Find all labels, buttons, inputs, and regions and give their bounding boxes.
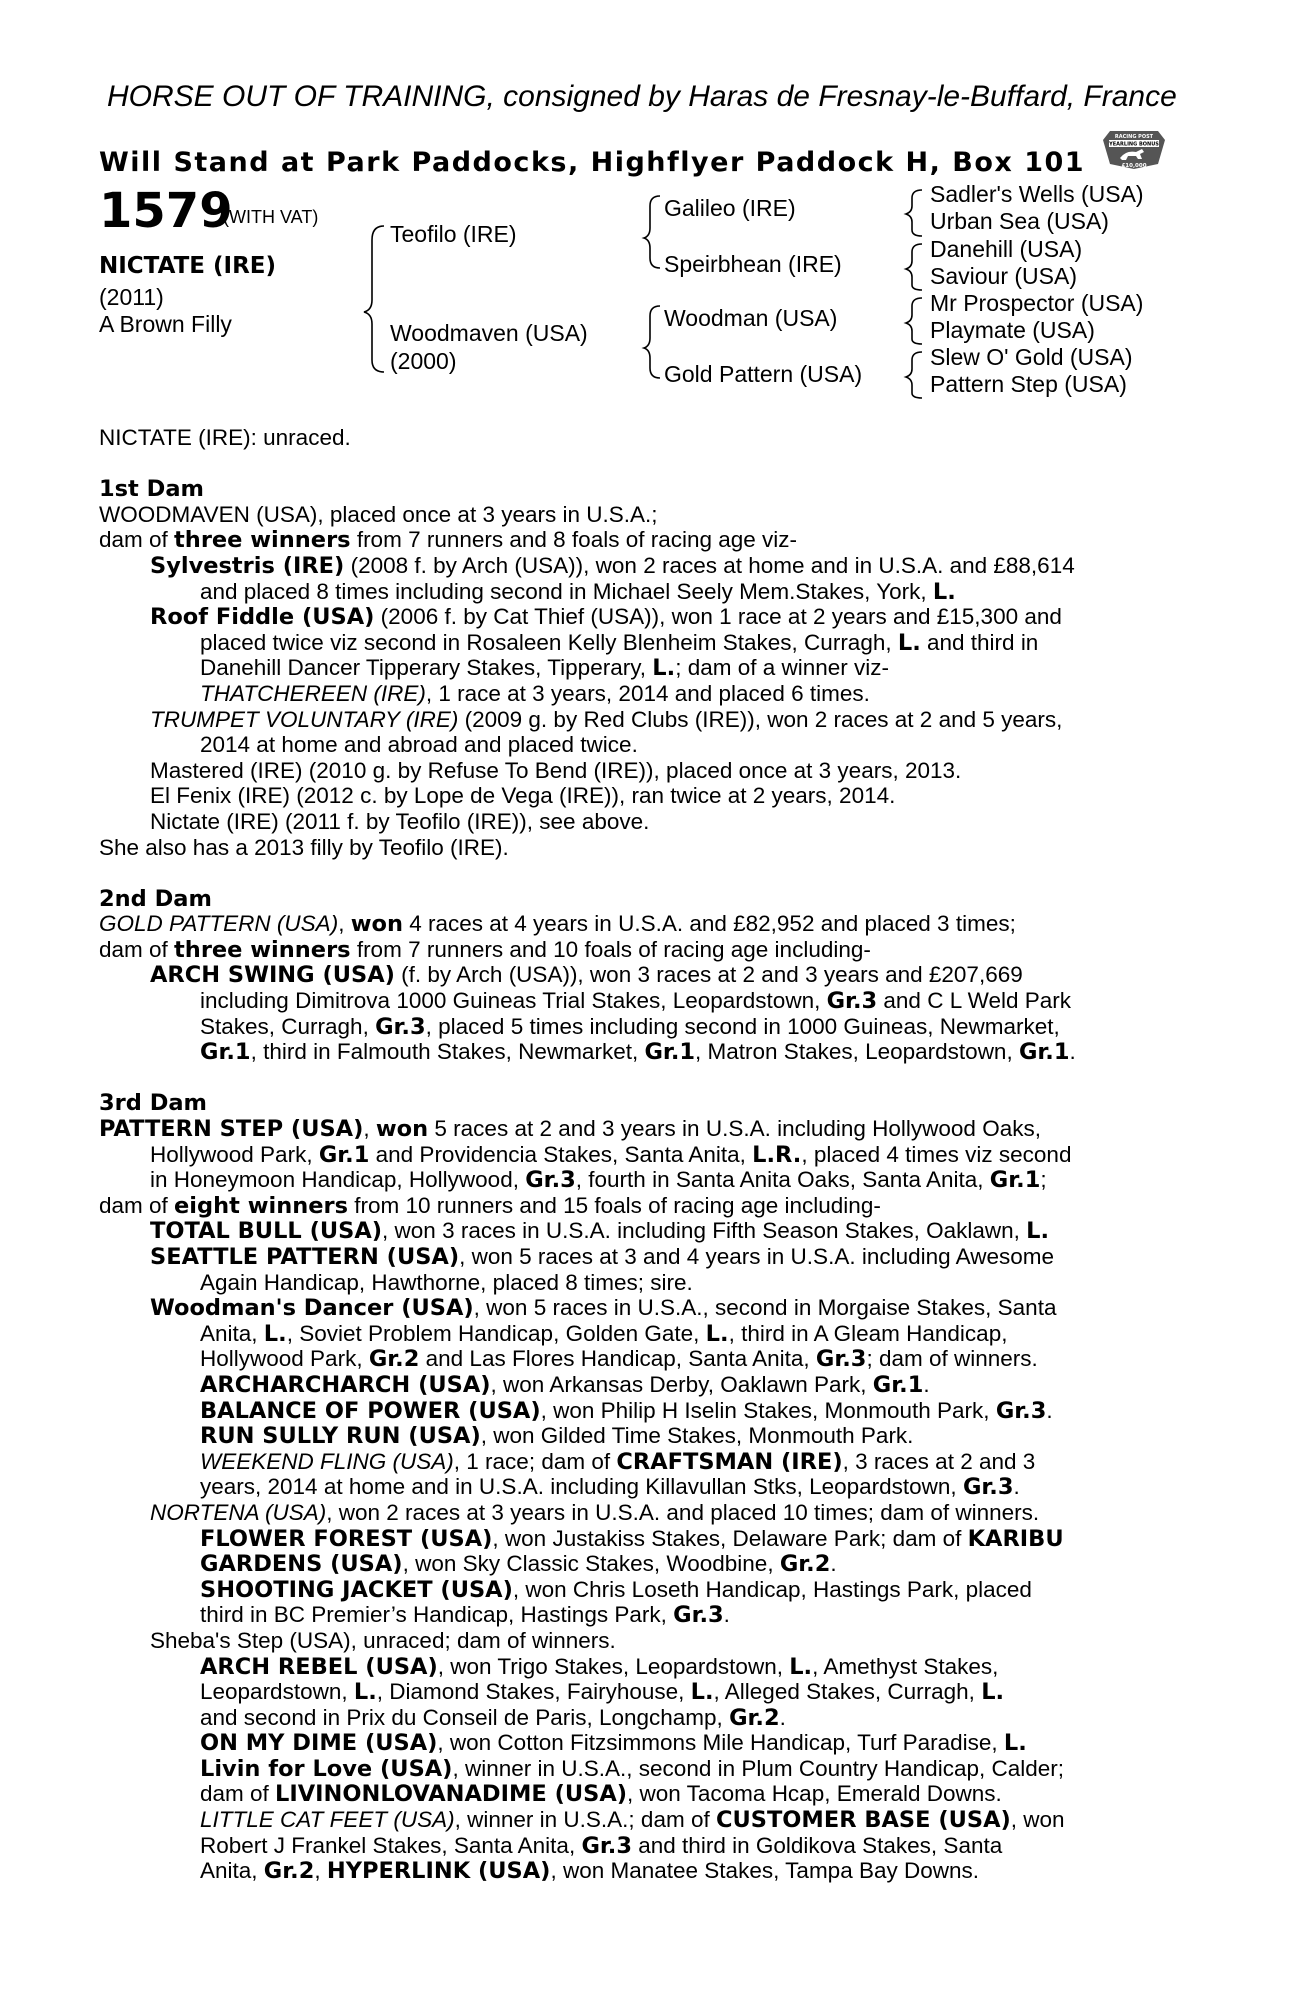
notes-line: [99, 553, 1209, 579]
notes-line: [99, 1218, 1209, 1244]
bold-text: eight winners: [174, 1192, 349, 1219]
notes-line: [99, 1039, 1209, 1065]
plain-text: , placed 5 times including second in 1000 Guineas, Newmarket,: [425, 1013, 1060, 1039]
bold-text: Gr.2: [368, 1346, 420, 1373]
plain-text: dam of: [99, 527, 175, 553]
bold-text: LIVINONLOVANADIME (USA): [275, 1781, 628, 1808]
notes-line: [99, 1474, 1209, 1500]
plain-text: , won: [1010, 1807, 1065, 1833]
plain-text: dam of: [99, 936, 175, 962]
plain-text: She also has a 2013 filly by Teofilo (IRE).: [99, 834, 509, 860]
plain-text: WOODMAVEN (USA), placed once at 3 years in U.S.A.;: [99, 501, 658, 527]
bold-text: L.: [1003, 1730, 1027, 1757]
notes-line: [99, 655, 1209, 681]
plain-text: from 10 runners and 15 foals of racing age including-: [348, 1192, 881, 1218]
notes-line: [99, 630, 1209, 656]
italic-text: NORTENA (USA): [150, 1499, 327, 1525]
notes-line: [99, 1526, 1209, 1552]
bold-text: Gr.1: [644, 1039, 696, 1066]
plain-text: El Fenix (IRE) (2012 c. by Lope de Vega (IRE)), ran twice at 2 years, 2014.: [150, 783, 896, 809]
notes-line: [99, 1628, 1209, 1654]
plain-text: , won 2 races at 3 years in U.S.A. and placed 10 times; dam of winners.: [326, 1499, 1040, 1525]
catalogue-header: HORSE OUT OF TRAINING, consigned by Haras de Fresnay-le-Buffard, France: [107, 80, 1177, 113]
italic-text: WEEKEND FLING (USA): [200, 1448, 454, 1474]
notes-line: [99, 1014, 1209, 1040]
plain-text: Anita,: [200, 1320, 264, 1346]
notes-line: [99, 579, 1209, 605]
notes-line: [99, 1142, 1209, 1168]
pedigree-sds: Danehill (USA): [930, 236, 1083, 262]
plain-text: , won 5 races in U.S.A., second in Morgaise Stakes, Santa: [473, 1295, 1057, 1321]
plain-text: (f. by Arch (USA)), won 3 races at 2 and 3 years and £207,669: [394, 962, 1023, 988]
pedigree-sss: Sadler's Wells (USA): [930, 181, 1144, 207]
plain-text: , won Arkansas Derby, Oaklawn Park,: [490, 1371, 873, 1397]
section-gap: [99, 860, 1209, 886]
stand-location: Will Stand at Park Paddocks, Highflyer Paddock H, Box 101: [99, 147, 1086, 178]
bold-text: PATTERN STEP (USA): [99, 1116, 364, 1143]
plain-text: Sheba's Step (USA), unraced; dam of winners.: [150, 1627, 616, 1653]
badge-top-text: RACING POST: [1114, 134, 1154, 140]
plain-text: , fourth in Santa Anita Oaks, Santa Anita,: [575, 1167, 990, 1193]
bold-text: Sylvestris (IRE): [150, 552, 345, 579]
plain-text: ,: [314, 1858, 327, 1884]
plain-text: and third in Goldikova Stakes, Santa: [632, 1832, 1003, 1858]
notes-line: [99, 1244, 1209, 1270]
italic-text: GOLD PATTERN (USA): [99, 911, 339, 937]
plain-text: (2009 g. by Red Clubs (IRE)), won 2 races at 2 and 5 years,: [458, 706, 1063, 732]
plain-text: , Diamond Stakes, Fairyhouse,: [376, 1679, 691, 1705]
bold-text: RUN SULLY RUN (USA): [200, 1423, 481, 1450]
notes-line: [99, 527, 1209, 553]
bold-text: Gr.3: [673, 1602, 724, 1629]
bold-text: three winners: [174, 527, 351, 554]
bold-text: KARIBU: [967, 1525, 1064, 1552]
pedigree-ssd: Urban Sea (USA): [930, 208, 1109, 234]
notes-line: [99, 1090, 1209, 1116]
notes-line: [99, 1858, 1209, 1884]
notes-line: [99, 1500, 1209, 1526]
bold-text: Gr.3: [525, 1167, 576, 1194]
notes-line: [99, 988, 1209, 1014]
plain-text: dam of: [99, 1192, 175, 1218]
notes-line: [99, 1807, 1209, 1833]
bold-text: HYPERLINK (USA): [326, 1858, 551, 1885]
plain-text: , Soviet Problem Handicap, Golden Gate,: [286, 1320, 706, 1346]
bold-text: 3rd Dam: [99, 1090, 207, 1117]
plain-text: , won Sky Classic Stakes, Woodbine,: [402, 1551, 780, 1577]
italic-text: LITTLE CAT FEET (USA): [200, 1807, 455, 1833]
plain-text: , 1 race; dam of: [453, 1448, 617, 1474]
pedigree-notes: [99, 425, 1209, 1884]
bold-text: Gr.1: [872, 1371, 924, 1398]
plain-text: .: [923, 1371, 930, 1397]
notes-line: [99, 1756, 1209, 1782]
plain-text: years, 2014 at home and in U.S.A. including Killavullan Stks, Leopardstown,: [200, 1474, 963, 1500]
bold-text: FLOWER FOREST (USA): [200, 1525, 493, 1552]
italic-text: THATCHEREEN (IRE): [200, 680, 426, 706]
notes-line: [99, 783, 1209, 809]
pedigree-dam-sire: Woodman (USA): [664, 305, 838, 331]
notes-line: [99, 886, 1209, 912]
plain-text: Danehill Dancer Tipperary Stakes, Tipperary,: [200, 655, 653, 681]
notes-line: [99, 962, 1209, 988]
bold-text: ARCHARCHARCH (USA): [200, 1371, 491, 1398]
plain-text: and third in: [920, 629, 1039, 655]
bold-text: won: [350, 911, 403, 938]
bold-text: 1st Dam: [99, 476, 204, 503]
plain-text: , Alleged Stakes, Curragh,: [713, 1679, 982, 1705]
bold-text: L.: [353, 1679, 377, 1706]
plain-text: from 7 runners and 8 foals of racing age viz-: [350, 527, 798, 553]
bold-text: L.: [789, 1653, 813, 1680]
plain-text: , placed 4 times viz second: [801, 1141, 1072, 1167]
bold-text: Gr.1: [200, 1039, 251, 1066]
plain-text: , Matron Stakes, Leopardstown,: [695, 1039, 1019, 1065]
bold-text: Livin for Love (USA): [200, 1755, 453, 1782]
pedigree-sire: Teofilo (IRE): [390, 221, 517, 247]
lot-number: 1579: [99, 183, 233, 239]
bold-text: Gr.3: [815, 1346, 867, 1373]
notes-line: [99, 835, 1209, 861]
bold-text: L.: [981, 1679, 1005, 1706]
notes-line: [99, 911, 1209, 937]
notes-line: [99, 1730, 1209, 1756]
plain-text: ;: [1040, 1167, 1047, 1193]
bold-text: Gr.1: [989, 1167, 1041, 1194]
bold-text: GARDENS (USA): [200, 1551, 403, 1578]
bold-text: L.: [705, 1320, 729, 1347]
notes-line: [99, 732, 1209, 758]
vat-note: (WITH VAT): [223, 207, 319, 227]
notes-line: [99, 1270, 1209, 1296]
bold-text: Gr.3: [375, 1013, 426, 1040]
notes-line: [99, 1193, 1209, 1219]
plain-text: , won Trigo Stakes, Leopardstown,: [437, 1653, 790, 1679]
plain-text: NICTATE (IRE): unraced.: [99, 425, 351, 450]
bold-text: CRAFTSMAN (IRE): [616, 1448, 843, 1475]
notes-line: [99, 1321, 1209, 1347]
bold-text: Gr.3: [826, 988, 878, 1015]
notes-line: [99, 1167, 1209, 1193]
plain-text: and Las Flores Handicap, Santa Anita,: [419, 1346, 816, 1372]
plain-text: 4 races at 4 years in U.S.A. and £82,952 and placed 3 times;: [402, 911, 1016, 937]
plain-text: , won Philip H Iselin Stakes, Monmouth Park,: [540, 1397, 996, 1423]
plain-text: Leopardstown,: [200, 1679, 354, 1705]
badge-mid-text: YEARLING BONUS: [1109, 141, 1159, 148]
notes-line: [99, 1372, 1209, 1398]
horse-name: NICTATE (IRE): [99, 253, 277, 279]
notes-line: [99, 1781, 1209, 1807]
plain-text: and placed 8 times including second in Michael Seely Mem.Stakes, York,: [200, 578, 933, 604]
notes-line: [99, 758, 1209, 784]
bold-text: L.: [263, 1320, 287, 1347]
bold-text: Gr.2: [263, 1858, 315, 1885]
bold-text: L.: [932, 578, 956, 605]
plain-text: 2014 at home and abroad and placed twice.: [200, 732, 638, 758]
bold-text: Roof Fiddle (USA): [150, 604, 375, 631]
notes-line: [99, 476, 1209, 502]
plain-text: including Dimitrova 1000 Guineas Trial Stakes, Leopardstown,: [200, 988, 827, 1014]
notes-line: [99, 502, 1209, 528]
plain-text: , won Chris Loseth Handicap, Hastings Park, placed: [512, 1576, 1032, 1602]
plain-text: .: [830, 1551, 837, 1577]
bold-text: TOTAL BULL (USA): [150, 1218, 383, 1245]
plain-text: , Amethyst Stakes,: [812, 1653, 999, 1679]
notes-line: [99, 1398, 1209, 1424]
notes-line: [99, 1551, 1209, 1577]
plain-text: and Providencia Stakes, Santa Anita,: [369, 1141, 753, 1167]
plain-text: dam of: [200, 1781, 276, 1807]
bold-text: ON MY DIME (USA): [200, 1730, 438, 1757]
plain-text: , winner in U.S.A., second in Plum Country Handicap, Calder;: [452, 1755, 1065, 1781]
plain-text: (2006 f. by Cat Thief (USA)), won 1 race at 2 years and £15,300 and: [374, 604, 1062, 630]
notes-line: [99, 1577, 1209, 1603]
bold-text: won: [375, 1116, 429, 1143]
notes-line: [99, 1449, 1209, 1475]
plain-text: Mastered (IRE) (2010 g. by Refuse To Bend (IRE)), placed once at 3 years, 2013.: [150, 757, 962, 783]
plain-text: in Honeymoon Handicap, Hollywood,: [150, 1167, 526, 1193]
bold-text: 2nd Dam: [99, 885, 212, 912]
notes-line: [99, 425, 1209, 451]
plain-text: ,: [338, 911, 351, 937]
bold-text: Gr.1: [1018, 1039, 1070, 1066]
pedigree-dds: Slew O' Gold (USA): [930, 344, 1133, 370]
bold-text: BALANCE OF POWER (USA): [200, 1397, 541, 1424]
notes-line: [99, 1602, 1209, 1628]
plain-text: , won Tacoma Hcap, Emerald Downs.: [627, 1781, 1002, 1807]
bold-text: CUSTOMER BASE (USA): [715, 1807, 1011, 1834]
bold-text: Woodman's Dancer (USA): [150, 1295, 474, 1322]
bold-text: L.R.: [752, 1141, 802, 1168]
pedigree-dam-dam: Gold Pattern (USA): [664, 361, 863, 387]
notes-line: [99, 707, 1209, 733]
plain-text: .: [779, 1704, 786, 1730]
bold-text: ARCH SWING (USA): [150, 962, 395, 989]
bold-text: L.: [690, 1679, 714, 1706]
pedigree-dsd: Playmate (USA): [930, 317, 1095, 343]
italic-text: TRUMPET VOLUNTARY (IRE): [150, 706, 459, 732]
pedigree-dss: Mr Prospector (USA): [930, 290, 1144, 316]
plain-text: third in BC Premier’s Handicap, Hastings Park,: [200, 1602, 674, 1628]
bold-text: three winners: [174, 936, 351, 963]
plain-text: Hollywood Park,: [150, 1141, 319, 1167]
plain-text: , winner in U.S.A.; dam of: [454, 1807, 716, 1833]
pedigree-sire-dam: Speirbhean (IRE): [664, 251, 842, 277]
notes-line: [99, 809, 1209, 835]
notes-line: [99, 1833, 1209, 1859]
plain-text: , won Cotton Fitzsimmons Mile Handicap, Turf Paradise,: [437, 1730, 1004, 1756]
bold-text: L.: [652, 655, 676, 682]
plain-text: .: [1069, 1039, 1076, 1065]
bold-text: SEATTLE PATTERN (USA): [150, 1244, 460, 1270]
plain-text: Again Handicap, Hawthorne, placed 8 times; sire.: [200, 1269, 693, 1295]
notes-line: [99, 1295, 1209, 1321]
plain-text: ; dam of a winner viz-: [675, 655, 890, 681]
horse-description: A Brown Filly: [99, 311, 232, 337]
notes-line: [99, 1679, 1209, 1705]
section-gap: [99, 451, 1209, 477]
plain-text: 5 races at 2 and 3 years in U.S.A. including Hollywood Oaks,: [428, 1116, 1041, 1142]
bold-text: Gr.2: [729, 1704, 780, 1731]
plain-text: Stakes, Curragh,: [200, 1013, 376, 1039]
pedigree-sdd: Saviour (USA): [930, 263, 1077, 289]
plain-text: ; dam of winners.: [866, 1346, 1038, 1372]
notes-line: [99, 1116, 1209, 1142]
plain-text: , won Justakiss Stakes, Delaware Park; dam of: [492, 1525, 968, 1551]
plain-text: ,: [363, 1116, 376, 1142]
notes-line: [99, 1705, 1209, 1731]
plain-text: , won 3 races in U.S.A. including Fifth Season Stakes, Oaklawn,: [382, 1218, 1027, 1244]
plain-text: , won Gilded Time Stakes, Monmouth Park.: [480, 1423, 914, 1449]
pedigree-dam: Woodmaven (USA): [390, 320, 588, 346]
plain-text: , third in A Gleam Handicap,: [728, 1320, 1008, 1346]
plain-text: Robert J Frankel Stakes, Santa Anita,: [200, 1832, 582, 1858]
bold-text: Gr.3: [995, 1397, 1047, 1424]
plain-text: and second in Prix du Conseil de Paris, Longchamp,: [200, 1704, 730, 1730]
horse-year: (2011): [99, 284, 164, 310]
plain-text: from 7 runners and 10 foals of racing age including-: [350, 936, 871, 962]
notes-line: [99, 604, 1209, 630]
bold-text: Gr.2: [779, 1551, 831, 1578]
notes-line: [99, 1346, 1209, 1372]
plain-text: .: [723, 1602, 730, 1628]
notes-line: [99, 937, 1209, 963]
bold-text: Gr.1: [318, 1141, 370, 1168]
bold-text: Gr.3: [581, 1832, 633, 1859]
plain-text: , won Manatee Stakes, Tampa Bay Downs.: [550, 1858, 980, 1884]
section-gap: [99, 1065, 1209, 1091]
notes-line: [99, 1423, 1209, 1449]
bold-text: Gr.3: [962, 1474, 1014, 1501]
bold-text: L.: [1026, 1218, 1049, 1245]
plain-text: .: [1013, 1474, 1020, 1500]
plain-text: , 3 races at 2 and 3: [842, 1448, 1036, 1474]
bold-text: ARCH REBEL (USA): [200, 1653, 438, 1680]
notes-line: [99, 1654, 1209, 1680]
bold-text: SHOOTING JACKET (USA): [200, 1576, 513, 1603]
plain-text: , 1 race at 3 years, 2014 and placed 6 times.: [425, 680, 870, 706]
plain-text: Hollywood Park,: [200, 1346, 369, 1372]
plain-text: and C L Weld Park: [877, 988, 1071, 1014]
plain-text: Nictate (IRE) (2011 f. by Teofilo (IRE)), see above.: [150, 808, 650, 834]
plain-text: , won 5 races at 3 and 4 years in U.S.A. including Awesome: [459, 1244, 1055, 1269]
pedigree-dam-year: (2000): [390, 348, 457, 374]
plain-text: placed twice viz second in Rosaleen Kelly Blenheim Stakes, Curragh,: [200, 629, 898, 655]
pedigree-sire-sire: Galileo (IRE): [664, 195, 796, 221]
badge-bottom-text: £10,000: [1121, 163, 1147, 169]
notes-line: [99, 681, 1209, 707]
plain-text: .: [1046, 1397, 1053, 1423]
plain-text: , third in Falmouth Stakes, Newmarket,: [250, 1039, 645, 1065]
plain-text: (2008 f. by Arch (USA)), won 2 races at home and in U.S.A. and £88,614: [344, 552, 1075, 578]
bold-text: L.: [897, 629, 921, 656]
pedigree-ddd: Pattern Step (USA): [930, 371, 1127, 397]
plain-text: Anita,: [200, 1858, 264, 1884]
